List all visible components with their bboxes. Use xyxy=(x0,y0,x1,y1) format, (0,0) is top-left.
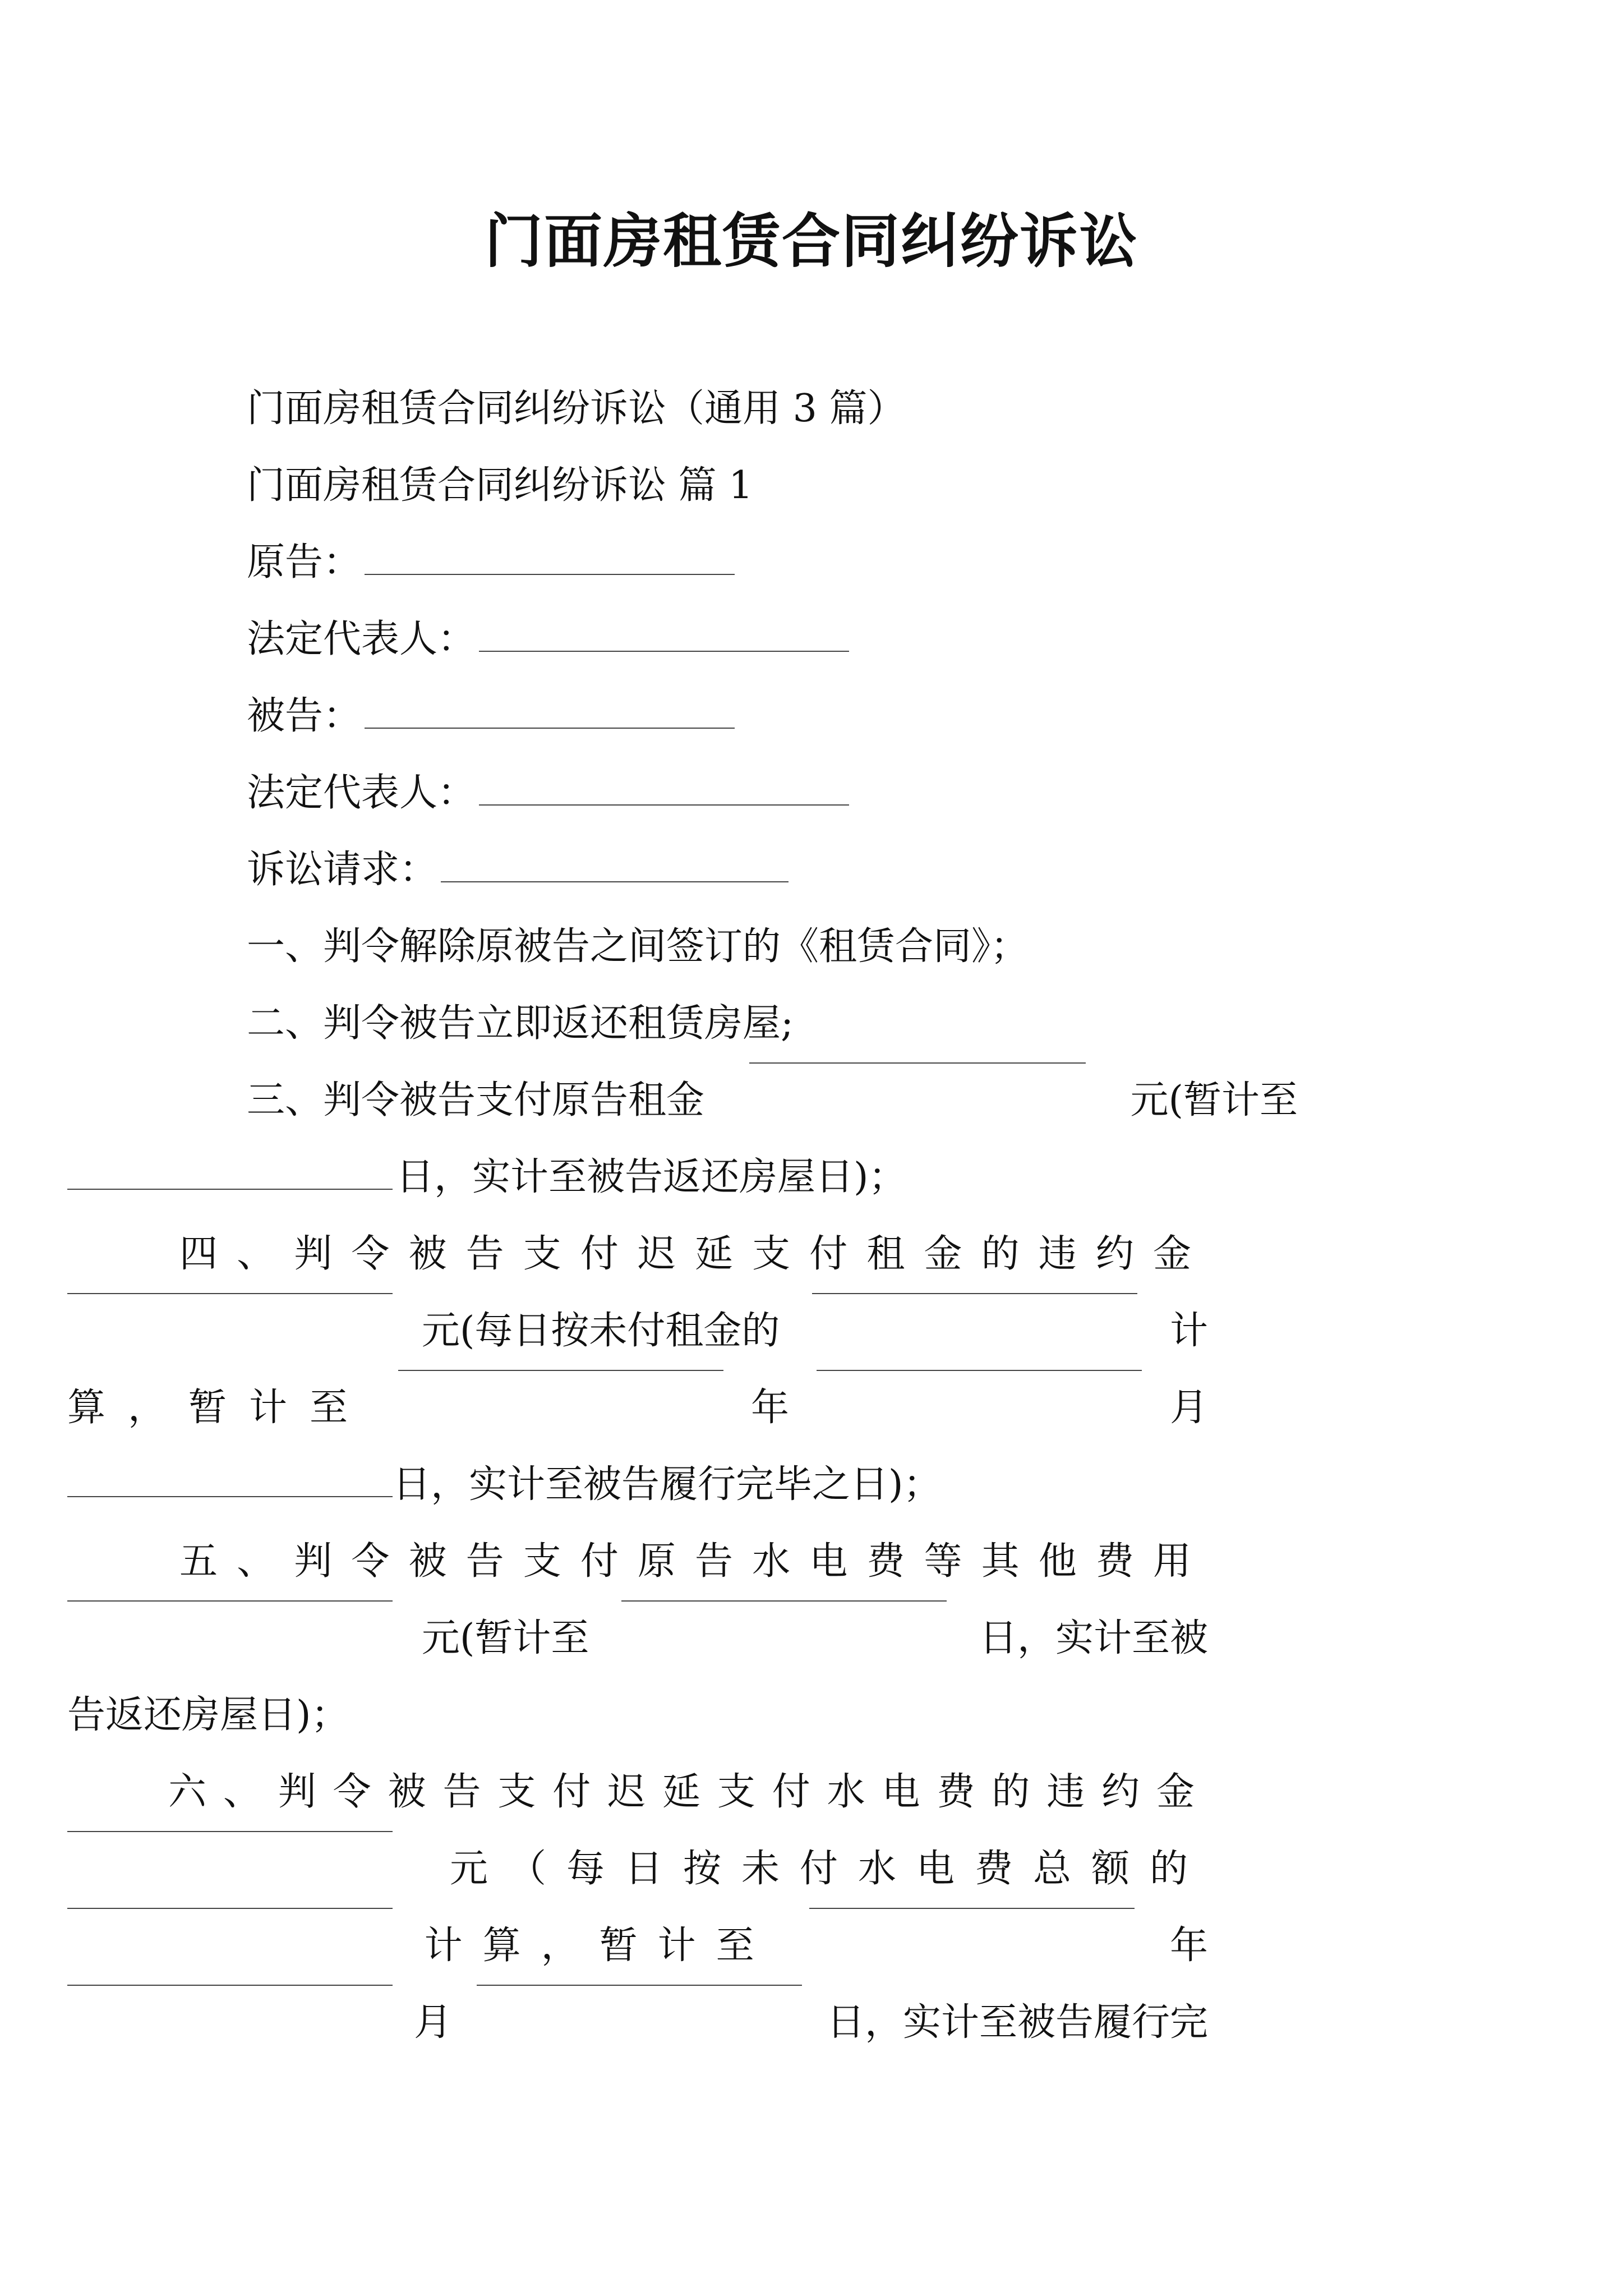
claim-6-blank-2 xyxy=(67,1907,393,1909)
claim-6 xyxy=(67,1754,1208,2061)
claim-4-text-g: 日，实计至被告履行完毕之日)； xyxy=(393,1462,942,1507)
defendant-rep-label: 法定代表人： xyxy=(247,771,476,815)
claims-blank xyxy=(441,881,789,882)
claim-3-blank-2 xyxy=(67,1188,393,1190)
defendant-blank xyxy=(365,727,735,729)
claim-4-text-a: 四、判令被告支付迟延支付租金的违约金 xyxy=(179,1232,1208,1276)
claim-3-text-b: 元(暂计至 xyxy=(1130,1078,1298,1122)
claim-5-text-b: 元(暂计至 xyxy=(421,1616,589,1660)
claim-4-blank-4 xyxy=(817,1369,1142,1371)
claim-4 xyxy=(67,1216,1208,1523)
claim-5-line-2 xyxy=(67,1600,1208,1677)
claim-6-text-f: 日，实计至被告履行完 xyxy=(826,2000,1208,2045)
defendant-rep-line xyxy=(157,754,1387,831)
plaintiff-line xyxy=(157,524,1387,601)
claim-5-line-1 xyxy=(67,1523,1208,1600)
claim-3 xyxy=(157,1062,1298,1216)
claim-6-line-2 xyxy=(67,1830,1208,1907)
claim-4-line-4 xyxy=(67,1446,1208,1523)
claim-5-text-c: 日，实计至被 xyxy=(979,1616,1208,1660)
claim-4-blank-3 xyxy=(398,1369,723,1371)
claim-6-line-1 xyxy=(67,1754,1208,1830)
claim-3-text-c: 日，实计至被告返还房屋日)； xyxy=(396,1155,907,1199)
claim-4-blank-2 xyxy=(812,1292,1137,1294)
claim-6-text-e: 月 xyxy=(413,2000,452,2045)
claim-5 xyxy=(67,1523,1208,1754)
claim-6-text-b: 元（每日按未付水电费总额的 xyxy=(449,1847,1208,1891)
claim-4-text-b: 元(每日按未付租金的 xyxy=(421,1309,780,1353)
plaintiff-rep-blank xyxy=(479,650,849,652)
claim-4-line-2 xyxy=(67,1292,1208,1369)
claim-4-blank-5 xyxy=(67,1496,393,1497)
document-title: 门面房租赁合同纠纷诉讼 xyxy=(484,206,1138,275)
claim-6-blank-3 xyxy=(809,1907,1135,1909)
claim-6-blank-1 xyxy=(67,1830,393,1832)
claim-5-blank-2 xyxy=(621,1600,947,1602)
claims-label: 诉讼请求： xyxy=(247,848,438,892)
claim-5-text-a: 五、判令被告支付原告水电费等其他费用 xyxy=(179,1539,1208,1584)
claim-1: 一、判令解除原被告之间签订的《租赁合同》； xyxy=(247,924,1029,969)
plaintiff-rep-label: 法定代表人： xyxy=(247,617,476,661)
claim-4-text-d: 算，暂计至 xyxy=(67,1386,371,1430)
defendant-label: 被告： xyxy=(247,694,362,738)
plaintiff-label: 原告： xyxy=(247,540,362,585)
claim-6-text-a: 六、判令被告支付迟延支付水电费的违约金 xyxy=(168,1770,1208,1814)
claim-4-text-f: 月 xyxy=(1169,1386,1208,1430)
claim-5-text-d: 告返还房屋日)； xyxy=(67,1693,349,1737)
claim-3-blank-1 xyxy=(749,1062,1086,1064)
claim-4-line-3 xyxy=(67,1369,1208,1446)
claim-4-blank-1 xyxy=(67,1292,393,1294)
defendant-rep-blank xyxy=(479,804,849,806)
subtitle: 门面房租赁合同纠纷诉讼（通用 3 篇） xyxy=(247,386,906,431)
claim-6-blank-5 xyxy=(477,1984,802,1986)
claim-6-line-4 xyxy=(67,1984,1208,2061)
claim-6-blank-4 xyxy=(67,1984,393,1986)
claim-5-blank-1 xyxy=(67,1600,393,1602)
claim-6-text-d: 年 xyxy=(1169,1924,1208,1968)
claim-4-text-c: 计 xyxy=(1169,1309,1208,1353)
part-heading: 门面房租赁合同纠纷诉讼 篇 1 xyxy=(247,463,753,508)
plaintiff-rep-line xyxy=(157,601,1387,678)
plaintiff-blank xyxy=(365,573,735,575)
document-body xyxy=(67,370,1387,2061)
claim-2: 二、判令被告立即返还租赁房屋; xyxy=(247,1001,794,1046)
claim-6-line-3 xyxy=(67,1907,1208,1984)
claim-5-line-3 xyxy=(67,1677,1208,1754)
defendant-line xyxy=(157,678,1387,754)
claim-4-line-1 xyxy=(67,1216,1208,1292)
claim-4-text-e: 年 xyxy=(750,1386,789,1430)
claim-6-text-c: 计算，暂计至 xyxy=(424,1924,774,1968)
claim-3-text-a: 三、判令被告支付原告租金 xyxy=(247,1078,705,1122)
claims-line xyxy=(157,831,1387,908)
